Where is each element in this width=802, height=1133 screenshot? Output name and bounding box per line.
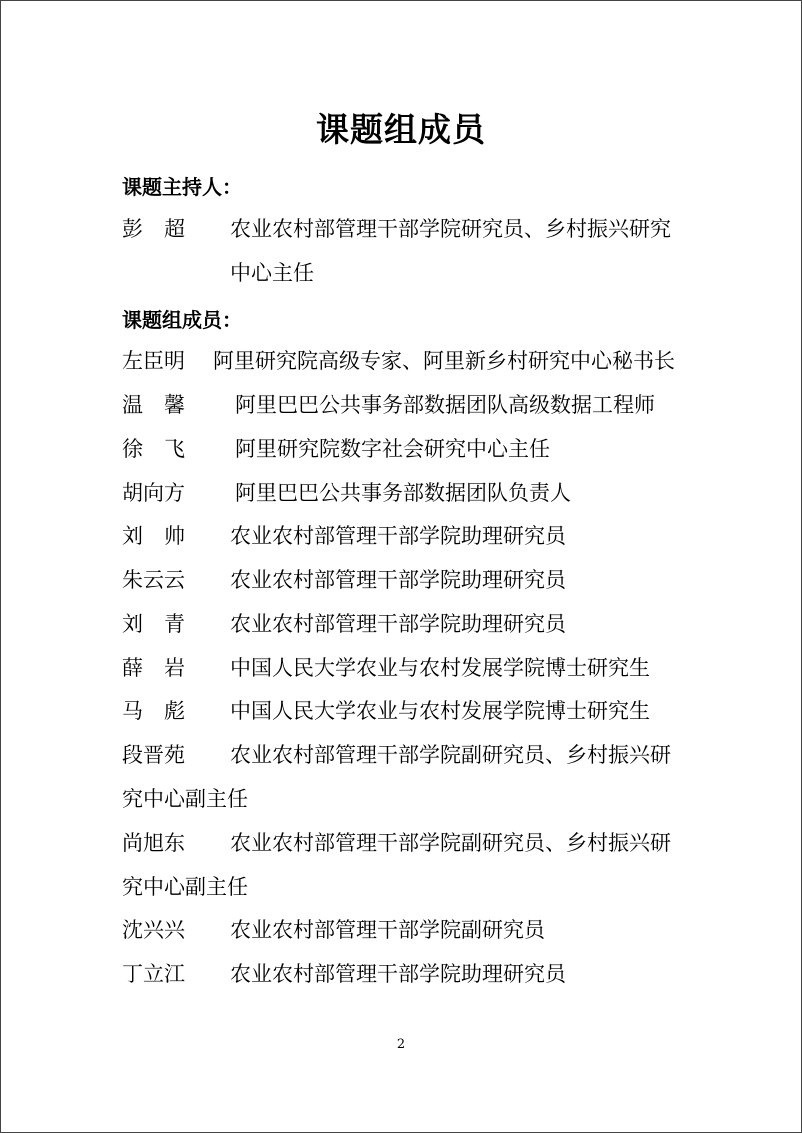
host-role: 农业农村部管理干部学院研究员、乡村振兴研究 [230,217,671,241]
members-heading: 课题组成员： [122,308,242,332]
member-role: 农业农村部管理干部学院助理研究员 [230,962,566,986]
member-role: 阿里研究院高级专家、阿里新乡村研究中心秘书长 [213,349,675,373]
member-name: 丁立江 [122,962,185,986]
member-role: 阿里巴巴公共事务部数据团队负责人 [235,481,571,505]
member-name: 段晋苑 [122,743,185,767]
page-title: 课题组成员 [316,110,486,149]
member-role: 农业农村部管理干部学院助理研究员 [230,524,566,548]
member-name: 薛 岩 [122,656,185,680]
member-role: 阿里研究院数字社会研究中心主任 [235,437,550,461]
member-name: 胡向方 [122,481,185,505]
member-name: 刘 帅 [122,524,185,548]
member-role: 中国人民大学农业与农村发展学院博士研究生 [230,656,650,680]
member-name: 马 彪 [122,699,185,723]
member-role: 农业农村部管理干部学院副研究员 [230,918,545,942]
member-name: 尚旭东 [122,831,185,855]
member-name: 朱云云 [122,568,185,592]
member-role-continued: 究中心副主任 [122,787,248,811]
host-name: 彭 超 [122,217,185,241]
member-name: 刘 青 [122,612,185,636]
member-role: 农业农村部管理干部学院副研究员、乡村振兴研 [230,831,671,855]
member-name: 徐 飞 [122,437,185,461]
member-name: 左臣明 [122,349,185,373]
member-name: 温 馨 [122,393,185,417]
host-role-continued: 中心主任 [230,261,314,285]
member-role-continued: 究中心副主任 [122,875,248,899]
member-role: 中国人民大学农业与农村发展学院博士研究生 [230,699,650,723]
member-name: 沈兴兴 [122,918,185,942]
host-heading: 课题主持人： [122,175,242,199]
member-role: 阿里巴巴公共事务部数据团队高级数据工程师 [235,393,655,417]
page-number: 2 [396,1037,406,1052]
member-role: 农业农村部管理干部学院副研究员、乡村振兴研 [230,743,671,767]
member-role: 农业农村部管理干部学院助理研究员 [230,568,566,592]
member-role: 农业农村部管理干部学院助理研究员 [230,612,566,636]
